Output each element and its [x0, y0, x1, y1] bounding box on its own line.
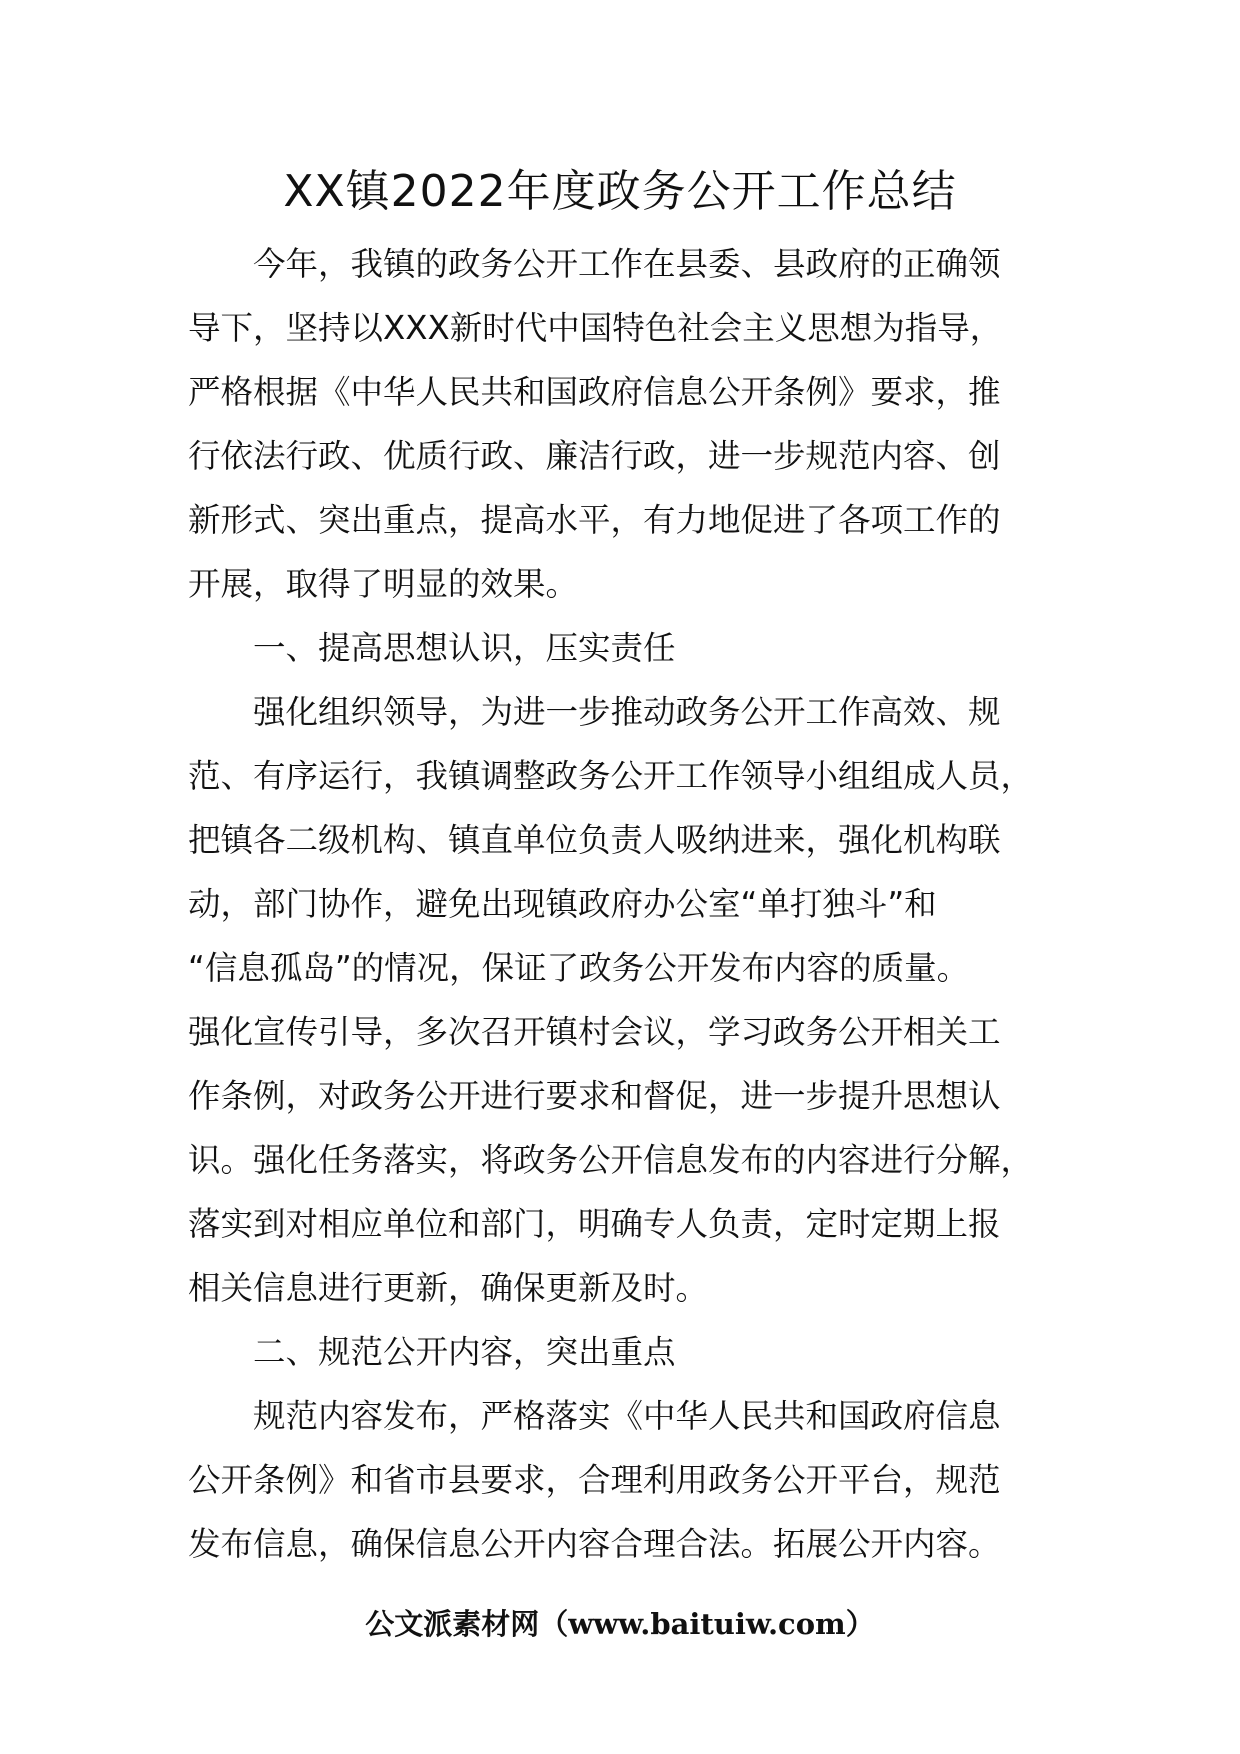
- footer-watermark: 公文派素材网（www.baituiw.com）: [365, 1607, 875, 1641]
- paragraph-line: 导下，坚持以XXX新时代中国特色社会主义思想为指导，: [188, 309, 1003, 347]
- paragraph-line: 严格根据《中华人民共和国政府信息公开条例》要求，推: [188, 373, 1001, 411]
- paragraph-line: 新形式、突出重点，提高水平，有力地促进了各项工作的: [188, 501, 1001, 539]
- paragraph-line: 公开条例》和省市县要求，合理利用政务公开平台，规范: [188, 1461, 1001, 1499]
- paragraph-line: 落实到对相应单位和部门，明确专人负责，定时定期上报: [188, 1205, 1001, 1243]
- paragraph-line: 相关信息进行更新，确保更新及时。: [188, 1269, 709, 1307]
- paragraph-line: 动，部门协作，避免出现镇政府办公室“单打独斗”和: [188, 885, 937, 923]
- paragraph-line: 强化组织领导，为进一步推动政务公开工作高效、规: [253, 693, 1001, 731]
- paragraph-line: 规范内容发布，严格落实《中华人民共和国政府信息: [253, 1397, 1001, 1435]
- paragraph-line: 识。强化任务落实，将政务公开信息发布的内容进行分解，: [188, 1141, 1034, 1179]
- paragraph-line: “信息孤岛”的情况，保证了政务公开发布内容的质量。: [188, 949, 970, 987]
- paragraph-line: 今年，我镇的政务公开工作在县委、县政府的正确领: [253, 245, 1001, 283]
- paragraph-line: 发布信息，确保信息公开内容合理合法。拓展公开内容。: [188, 1525, 1001, 1563]
- paragraph-line: 范、有序运行，我镇调整政务公开工作领导小组组成人员，: [188, 757, 1034, 795]
- document-title: XX镇2022年度政务公开工作总结: [283, 166, 957, 217]
- paragraph-line: 强化宣传引导，多次召开镇村会议，学习政务公开相关工: [188, 1013, 1001, 1051]
- paragraph-line: 行依法行政、优质行政、廉洁行政，进一步规范内容、创: [188, 437, 1001, 475]
- paragraph-line: 把镇各二级机构、镇直单位负责人吸纳进来，强化机构联: [188, 821, 1001, 859]
- section-heading-1: 一、提高思想认识，压实责任: [253, 629, 676, 667]
- paragraph-line: 开展，取得了明显的效果。: [188, 565, 579, 603]
- section-heading-2: 二、规范公开内容，突出重点: [253, 1333, 676, 1371]
- paragraph-line: 作条例，对政务公开进行要求和督促，进一步提升思想认: [188, 1077, 1001, 1115]
